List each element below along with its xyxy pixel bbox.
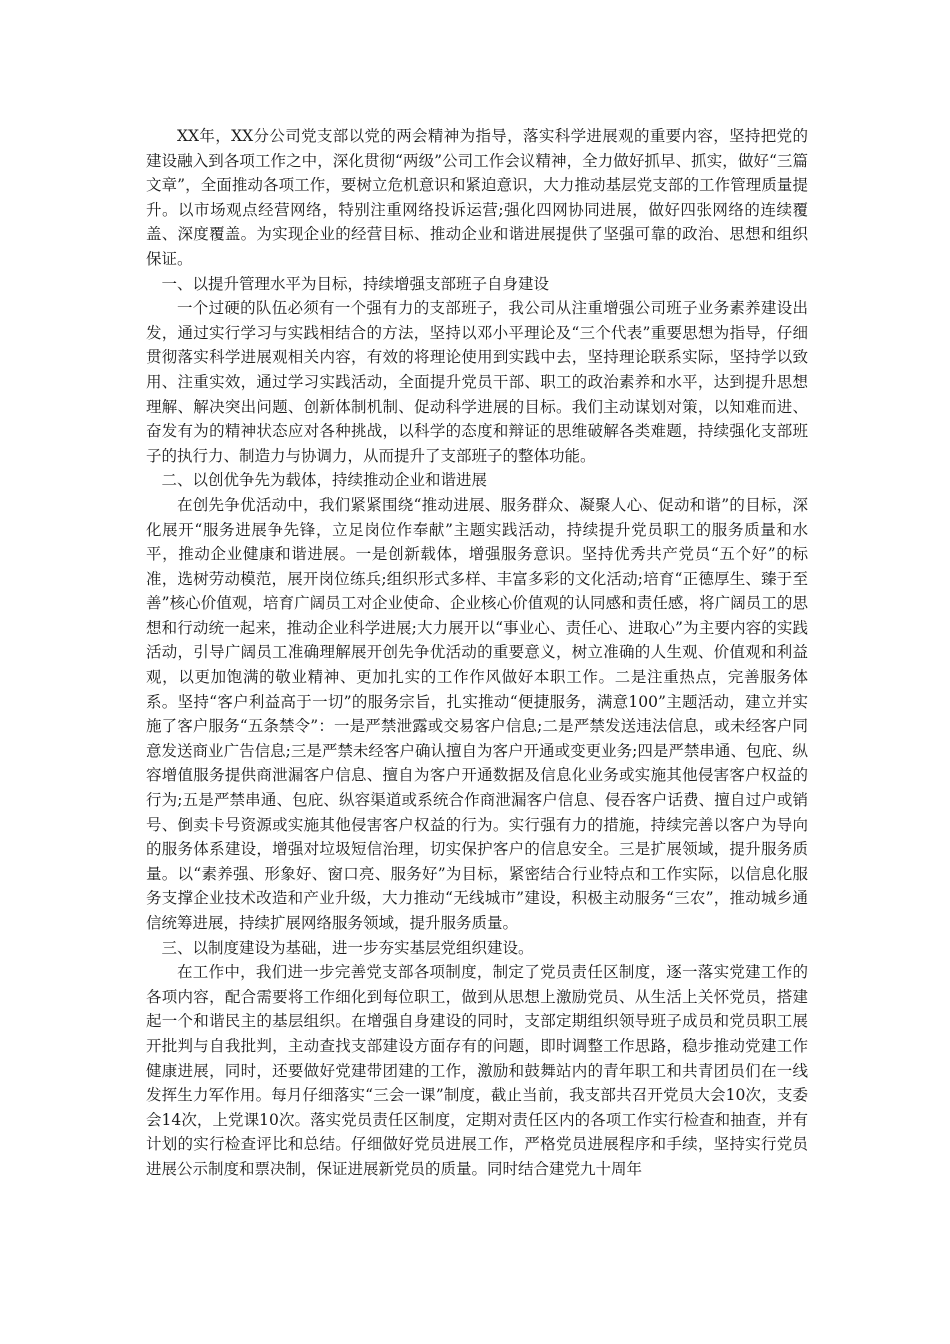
section-heading-2: 二、以创优争先为载体，持续推动企业和谐进展: [161, 471, 488, 490]
intro-paragraph: XX年，XX分公司党支部以党的两会精神为指导，落实科学进展观的重要内容，坚持把党的建设融入到各项工作之中，深化贯彻“两级”公司工作会议精神，全力做好抓早、抓实，做好“三篇文章”，全面推动各项工作，要树立危机意识和紧迫意识，大力推动基层党支部的工作管理质量提升。以市场观点经营网络，特别注重网络投诉运营;强化四网协同进展，做好四张网络的连续覆盖、深度覆盖。为实现企业的经营目标、推动企业和谐进展提供了坚强可靠的政治、思想和组织保证。: [146, 127, 808, 268]
section-1-paragraph: 一个过硬的队伍必须有一个强有力的支部班子，我公司从注重增强公司班子业务素养建设出发，通过实行学习与实践相结合的方法，坚持以邓小平理论及“三个代表”重要思想为指导，仔细贯彻落实科学进展观相关内容，有效的将理论使用到实践中去，坚持理论联系实际，坚持学以致用、注重实效，通过学习实践活动，全面提升党员干部、职工的政治素养和水平，达到提升思想理解、解决突出问题、创新体制机制、促动科学进展的目标。我们主动谋划对策，以知难而进、奋发有为的精神状态应对各种挑战，以科学的态度和辩证的思维破解各类难题，持续强化支部班子的执行力、制造力与协调力，从而提升了支部班子的整体功能。: [146, 299, 808, 465]
section-2-paragraph: 在创先争优活动中，我们紧紧围绕“推动进展、服务群众、凝聚人心、促动和谐”的目标，深化展开“服务进展争先锋，立足岗位作奉献”主题实践活动，持续提升党员职工的服务质量和水平，推动企业健康和谐进展。一是创新载体，增强服务意识。坚持优秀共产党员“五个好”的标准，选树劳动模范，展开岗位练兵;组织形式多样、丰富多彩的文化活动;培育“正德厚生、臻于至善”核心价值观，培育广阔员工对企业使命、企业核心价值观的认同感和责任感，将广阔员工的思想和行动统一起来，推动企业科学进展;大力展开以“事业心、责任心、进取心”为主要内容的实践活动，引导广阔员工准确理解展开创先争优活动的重要意义，树立准确的人生观、价值观和利益观，以更加饱满的敬业精神、更加扎实的工作作风做好本职工作。二是注重热点，完善服务体系。坚持“客户利益高于一切”的服务宗旨，扎实推动“便捷服务，满意100”主题活动，建立并实施了客户服务“五条禁令”：一是严禁泄露或交易客户信息;二是严禁发送违法信息，或未经客户同意发送商业广告信息;三是严禁未经客户确认擅自为客户开通或变更业务;四是严禁串通、包庇、纵容增值服务提供商泄漏客户信息、擅自为客户开通数据及信息化业务或实施其他侵害客户权益的行为;五是严禁串通、包庇、纵容渠道或系统合作商泄漏客户信息、侵吞客户话费、擅自过户或销号、倒卖卡号资源或实施其他侵害客户权益的行为。实行强有力的措施，持续完善以客户为导向的服务体系建设，增强对垃圾短信治理，切实保护客户的信息安全。三是扩展领域，提升服务质量。以“素养强、形象好、窗口亮、服务好”为目标，紧密结合行业特点和工作实际，以信息化服务支撑企业技术改造和产业升级，大力推动“无线城市”建设，积极主动服务“三农”，推动城乡通信统筹进展，持续扩展网络服务领域，提升服务质量。: [146, 495, 808, 932]
section-heading-3: 三、以制度建设为基础，进一步夯实基层党组织建设。: [161, 938, 534, 957]
section-heading-1: 一、以提升管理水平为目标，持续增强支部班子自身建设: [161, 274, 550, 293]
section-3-paragraph: 在工作中，我们进一步完善党支部各项制度，制定了党员责任区制度，逐一落实党建工作的各项内容，配合需要将工作细化到每位职工，做到从思想上激励党员、从生活上关怀党员，搭建起一个和谐民主的基层组织。在增强自身建设的同时，支部定期组织领导班子成员和党员职工展开批判与自我批判，主动查找支部建设方面存有的问题，即时调整工作思路，稳步推动党建工作健康进展，同时，还要做好党建带团建的工作，激励和鼓舞站内的青年职工和共青团员们在一线发挥生力军作用。每月仔细落实“三会一课”制度，截止当前，我支部共召开党员大会10次，支委会14次，上党课10次。落实党员责任区制度，定期对责任区内的各项工作实行检查和抽查，并有计划的实行检查评比和总结。仔细做好党员进展工作，严格党员进展程序和手续，坚持实行党员进展公示制度和票决制，保证进展新党员的质量。同时结合建党九十周年: [146, 963, 808, 1178]
document-body: [146, 124, 808, 1182]
